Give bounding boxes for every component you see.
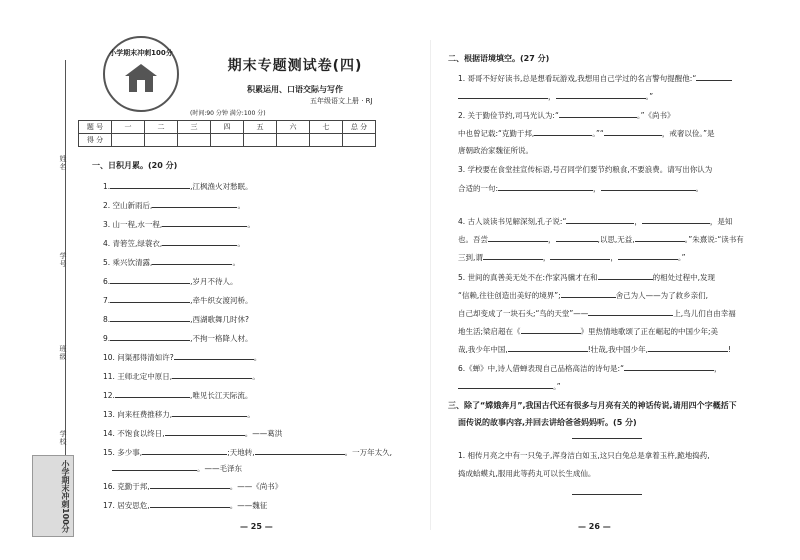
score-header-cell: 四 (211, 121, 244, 134)
page-subtitle: 积累运用、口语交际与写作 (247, 85, 343, 94)
answer-blank[interactable] (110, 180, 190, 189)
answer-blank[interactable] (604, 127, 662, 136)
item-5: 5. 乘兴饮清露, 。 (103, 258, 240, 267)
answer-blank[interactable] (556, 233, 598, 242)
q5-line5: 哉,我少年中国, !壮哉,我中国少年, ! (458, 345, 732, 354)
answer-blank[interactable] (498, 182, 593, 191)
page-number-right: — 26 — (578, 522, 611, 531)
item-13: 13. 向来枉费推移力, 。 (103, 410, 255, 419)
answer-blank[interactable] (521, 325, 581, 334)
answer-blank[interactable] (488, 233, 548, 242)
page-title: 期末专题测试卷(四) (227, 58, 363, 74)
q1-line2: ， 。” (458, 90, 653, 102)
house-icon (123, 62, 159, 94)
answer-blank[interactable] (559, 109, 637, 118)
item-2: 2. 空山新雨后, 。 (103, 201, 245, 210)
answer-blank[interactable] (112, 462, 197, 471)
answer-blank[interactable] (110, 313, 190, 322)
answer-blank[interactable] (508, 343, 588, 352)
answer-blank[interactable] (152, 199, 237, 208)
brand-badge (103, 36, 179, 112)
item-15: 15. 多少事, ;天地转, 。一万年太久, (103, 448, 393, 457)
school-field-label: 学校 (59, 430, 67, 446)
q2-line3: 唐朝政治家魏征所说。 (458, 146, 533, 155)
answer-blank[interactable] (534, 127, 592, 136)
student-id-field-label: 学号 (59, 252, 67, 268)
answer-blank[interactable] (624, 362, 714, 371)
item-15-cont: 。——毛泽东 (112, 462, 242, 474)
answer-blank[interactable] (115, 389, 190, 398)
answer-blank[interactable] (648, 343, 728, 352)
page-divider (430, 40, 431, 530)
q4-line3: 三到,谓 ， ， 。” (458, 253, 686, 262)
time-info: (时间:90 分钟 满分:100 分) (190, 110, 266, 117)
answer-blank[interactable] (598, 271, 653, 280)
item-8: 8. ,西湖歌舞几时休? (103, 315, 250, 324)
page-number-left: — 25 — (240, 522, 273, 531)
score-header-cell: 六 (277, 121, 310, 134)
score-header-cell: 题 号 (79, 121, 112, 134)
answer-blank[interactable] (172, 370, 252, 379)
item-7: 7. ,牵牛织女渡河桥。 (103, 296, 253, 305)
answer-blank[interactable] (255, 446, 345, 455)
answer-blank[interactable] (642, 215, 710, 224)
answer-blank[interactable] (550, 251, 610, 260)
score-header-cell: 三 (178, 121, 211, 134)
section3-title-cont: 面传说的故事内容,并回去讲给爸爸妈妈听。(5 分) (458, 418, 637, 427)
q3-line1: 3. 学校要在食堂挂宣传标语,号召同学们要节约粮食,不要浪费。请写出你认为 (458, 165, 713, 174)
answer-blank[interactable] (572, 493, 642, 495)
section1-title: 一、日积月累。(20 分) (92, 161, 178, 170)
score-cell[interactable] (178, 134, 211, 147)
answer-blank[interactable] (174, 351, 254, 360)
answer-blank[interactable] (110, 275, 190, 284)
score-table (78, 120, 376, 147)
class-field-label: 班级 (59, 345, 67, 361)
answer-blank[interactable] (172, 408, 247, 417)
score-cell[interactable] (310, 134, 343, 147)
q5-line1: 5. 世间的真善美无处不在:作家冯骥才在和 的相处过程中,发现 (458, 273, 715, 282)
answer-blank[interactable] (588, 307, 673, 316)
score-cell[interactable] (112, 134, 145, 147)
badge-text: 小学期末冲刺100分 (109, 49, 173, 57)
grade-label: 五年级语文上册 · RJ (310, 97, 373, 105)
section3-title: 三、除了“嫦娥奔月”,我国古代还有很多与月亮有关的神话传说,请用四个字概括下 (448, 401, 737, 410)
answer-blank[interactable] (572, 437, 642, 439)
score-cell[interactable] (343, 134, 376, 147)
item-1: 1. ,江枫渔火对愁眠。 (103, 182, 253, 191)
q5-line2: “信赖,往往创造出美好的境界”; 舍己为人——为了救乡亲们, (458, 291, 709, 300)
item-9: 9. ,不拘一格降人材。 (103, 334, 253, 343)
answer-blank[interactable] (635, 233, 685, 242)
item-6: 6. ,岁月不待人。 (103, 277, 238, 286)
q2-line2: 中也曾记载:“克勤于邦, 。”“ ，戒奢以俭。”是 (458, 129, 715, 138)
answer-blank[interactable] (162, 218, 247, 227)
score-header-row (79, 121, 376, 134)
answer-blank[interactable] (561, 289, 616, 298)
score-cell[interactable] (244, 134, 277, 147)
answer-blank[interactable] (152, 256, 232, 265)
score-cell[interactable] (277, 134, 310, 147)
item-11: 11. 王师北定中原日, 。 (103, 372, 260, 381)
side-strip-logo: 小学期末冲刺100分 (32, 455, 74, 537)
q2-line1: 2. 关于勤俭节约,司马光认为:“ 。”《尚书》 (458, 111, 675, 120)
answer-blank[interactable] (110, 294, 190, 303)
item-10: 10. 问渠那得清如许? 。 (103, 353, 262, 362)
item-16: 16. 克勤于邦, 。——《尚书》 (103, 482, 283, 491)
name-field-label: 姓名 (59, 155, 67, 171)
q4-line1: 4. 古人谈读书见解深刻,孔子说:“ ， ，是知 (458, 217, 733, 226)
answer-blank[interactable] (150, 480, 230, 489)
score-header-cell: 二 (145, 121, 178, 134)
score-header-cell: 一 (112, 121, 145, 134)
item-3: 3. 山一程,水一程, 。 (103, 220, 255, 229)
answer-blank[interactable] (618, 251, 678, 260)
answer-blank[interactable] (458, 90, 548, 99)
answer-blank[interactable] (601, 182, 696, 191)
score-header-cell: 五 (244, 121, 277, 134)
score-row-label: 得 分 (79, 134, 112, 147)
answer-blank[interactable] (696, 72, 732, 81)
answer-blank[interactable] (458, 380, 553, 389)
score-value-row (79, 134, 376, 147)
answer-blank[interactable] (483, 251, 543, 260)
q7-line2: 捣成蛤蟆丸,服用此等药丸可以长生成仙。 (458, 469, 596, 478)
answer-blank[interactable] (142, 446, 227, 455)
q5-line3: 自己却变成了一块石头;“鸟的天堂”—— 上,鸟儿们自由幸福 (458, 309, 736, 318)
score-cell[interactable] (211, 134, 244, 147)
score-cell[interactable] (145, 134, 178, 147)
q5-line4: 地生活;梁启超在《 》里热情地歌颂了正在崛起的中国少年;美 (458, 327, 719, 336)
answer-blank[interactable] (556, 90, 646, 99)
answer-blank[interactable] (110, 332, 190, 341)
answer-blank[interactable] (566, 215, 634, 224)
q6-line2: 。” (458, 380, 561, 392)
section2-title: 二、根据语境填空。(27 分) (448, 54, 550, 63)
q1-line1: 1. 哥哥不好好读书,总是想看玩游戏,我想用自己学过的名言警句提醒他:“ (458, 72, 732, 84)
item-17: 17. 居安思危, 。——魏征 (103, 501, 268, 510)
answer-blank[interactable] (150, 499, 230, 508)
answer-blank[interactable] (162, 237, 237, 246)
item-4: 4. 青箬笠,绿蓑衣, 。 (103, 239, 245, 248)
q7-line1: 1. 相传月亮之中有一只兔子,浑身洁白如玉,这只白兔总是拿着玉杵,跪地捣药, (458, 451, 710, 460)
item-12: 12. ,唯见长江天际流。 (103, 391, 253, 400)
answer-blank[interactable] (165, 427, 245, 436)
score-header-cell: 总 分 (343, 121, 376, 134)
score-header-cell: 七 (310, 121, 343, 134)
item-14: 14. 不饱食以终日, 。——葛洪 (103, 429, 283, 438)
q3-line2: 合适的一句: ， 。 (458, 184, 704, 193)
q6-line1: 6.《蝉》中,诗人借蝉表现自己品格高洁的诗句是:“ ， (458, 364, 722, 373)
q4-line2: 也。吾尝 ， ,以思,无益, 。”朱熹说:“读书有 (458, 235, 744, 244)
